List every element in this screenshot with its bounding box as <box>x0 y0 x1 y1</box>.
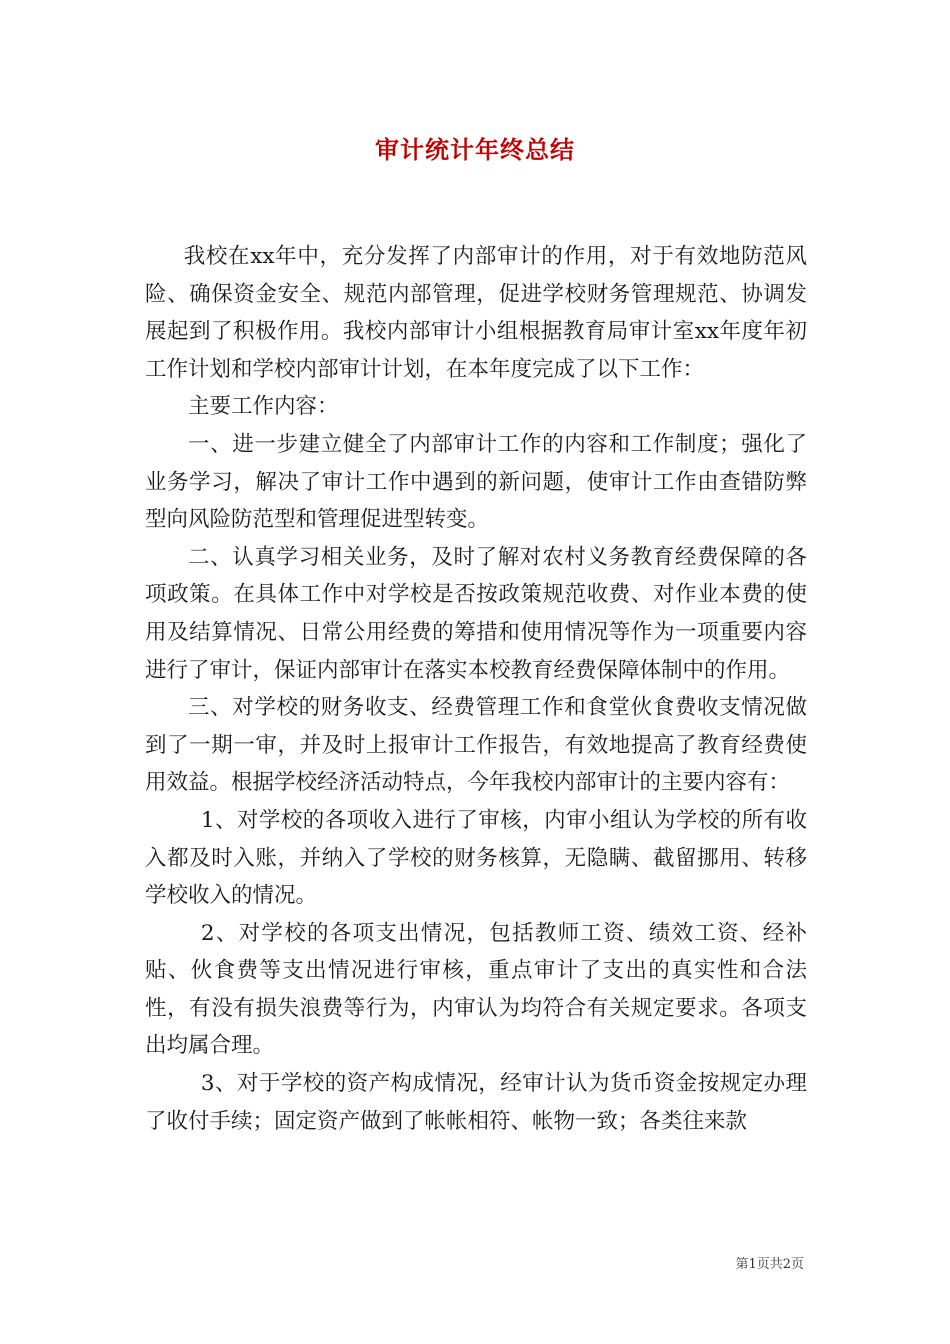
paragraph-section-1: 一、进一步建立健全了内部审计工作的内容和工作制度；强化了业务学习，解决了审计工作中遇到的新问题，使审计工作由查错防弊型向风险防范型和管理促进型转变。 <box>145 431 807 533</box>
paragraph-item-3: 3、对于学校的资产构成情况，经审计认为货币资金按规定办理了收付手续；固定资产做到了帐帐相符、帐物一致；各类往来款 <box>145 1071 807 1134</box>
document-title: 审计统计年终总结 <box>375 135 575 164</box>
document-body <box>145 238 807 1140</box>
paragraph-main-content-heading: 主要工作内容： <box>188 394 339 420</box>
page-number-footer: 第1页共2页 <box>735 1257 804 1272</box>
paragraph-item-1: 1、对学校的各项收入进行了审核，内审小组认为学校的所有收入都及时入账，并纳入了学校的财务核算，无隐瞒、截留挪用、转移学校收入的情况。 <box>145 807 807 909</box>
paragraph-section-3: 三、对学校的财务收支、经费管理工作和食堂伙食费收支情况做到了一期一审，并及时上报审计工作报告，有效地提高了教育经费使用效益。根据学校经济活动特点，今年我校内部审计的主要内容有： <box>145 695 807 796</box>
paragraph-intro: 我校在xx年中，充分发挥了内部审计的作用，对于有效地防范风险、确保资金安全、规范内部管理，促进学校财务管理规范、协调发展起到了积极作用。我校内部审计小组根据教育局审计室xx年度年初工作计划和学校内部审计计划，在本年度完成了以下工作： <box>145 244 807 382</box>
paragraph-section-2: 二、认真学习相关业务，及时了解对农村义务教育经费保障的各项政策。在具体工作中对学校是否按政策规范收费、对作业本费的使用及结算情况、日常公用经费的筹措和使用情况等作为一项重要内容进行了审计，保证内部审计在落实本校教育经费保障体制中的作用。 <box>145 544 807 683</box>
paragraph-item-2: 2、对学校的各项支出情况，包括教师工资、绩效工资、经补贴、伙食费等支出情况进行审核，重点审计了支出的真实性和合法性，有没有损失浪费等行为，内审认为均符合有关规定要求。各项支出均属合理。 <box>145 920 807 1059</box>
